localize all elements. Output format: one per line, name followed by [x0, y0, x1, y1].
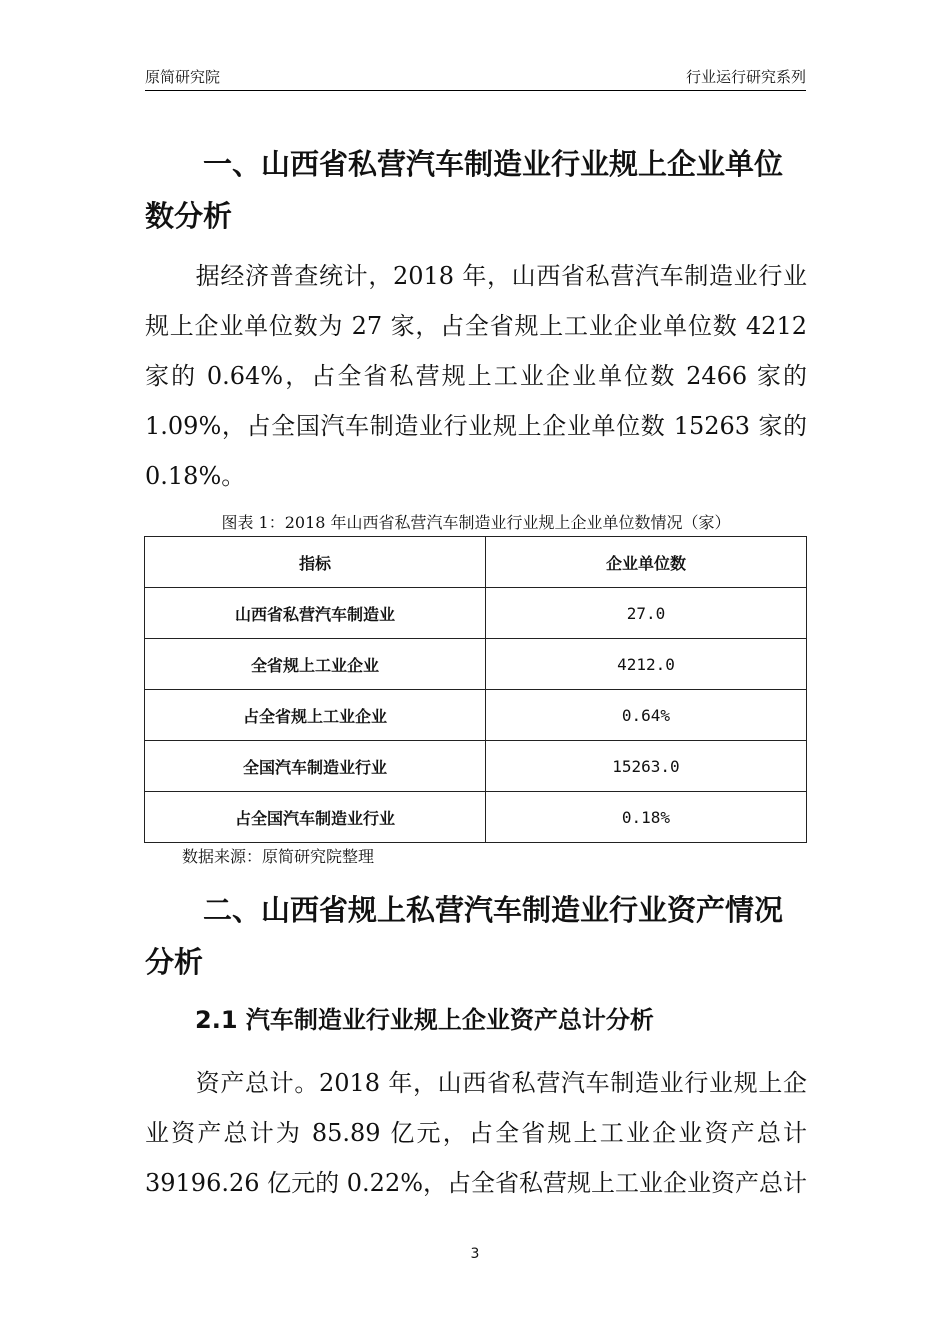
- row-label: 全国汽车制造业行业: [145, 741, 486, 792]
- table-row: [145, 639, 807, 690]
- row-label: 占全省规上工业企业: [145, 690, 486, 741]
- table-row: [145, 741, 807, 792]
- row-value: 0.18%: [485, 792, 806, 843]
- row-value: 0.64%: [485, 690, 806, 741]
- unit-count-table: [144, 536, 807, 843]
- table-header-indicator: 指标: [145, 537, 486, 588]
- row-label: 全省规上工业企业: [145, 639, 486, 690]
- table1-caption: 图表 1：2018 年山西省私营汽车制造业行业规上企业单位数情况（家）: [221, 513, 731, 532]
- row-label: 山西省私营汽车制造业: [145, 588, 486, 639]
- table-header-row: [145, 537, 807, 588]
- page-header: [145, 62, 806, 91]
- table-row: [145, 792, 807, 843]
- section1-paragraph: 据经济普查统计，2018 年，山西省私营汽车制造业行业规上企业单位数为 27 家，占全省规上工业企业单位数 4212 家的 0.64%，占全省私营规上工业企业单位数 2466 家的 1.09%，占全国汽车制造业行业规上企业单位数 15263 家的 0.18%。: [145, 262, 807, 490]
- row-label: 占全国汽车制造业行业: [145, 792, 486, 843]
- table-row: [145, 588, 807, 639]
- header-org-name: 原简研究院: [145, 68, 221, 86]
- table-row: [145, 690, 807, 741]
- header-series-name: 行业运行研究系列: [685, 68, 806, 86]
- table-header-unit-count: 企业单位数: [485, 537, 806, 588]
- section2-paragraph: 资产总计。2018 年，山西省私营汽车制造业行业规上企业资产总计为 85.89 亿元，占全省规上工业企业资产总计 39196.26 亿元的 0.22%，占全省私营规上工业企业资产总计: [145, 1069, 808, 1197]
- row-value: 27.0: [485, 588, 806, 639]
- row-value: 15263.0: [485, 741, 806, 792]
- table1-source: 数据来源：原简研究院整理: [182, 847, 375, 866]
- section2-subtitle: 2.1 汽车制造业行业规上企业资产总计分析: [195, 1006, 654, 1034]
- page-number: 3: [470, 1246, 480, 1262]
- row-value: 4212.0: [485, 639, 806, 690]
- section2-title: 二、山西省规上私营汽车制造业行业资产情况分析: [145, 893, 784, 979]
- section1-title: 一、山西省私营汽车制造业行业规上企业单位数分析: [145, 147, 784, 233]
